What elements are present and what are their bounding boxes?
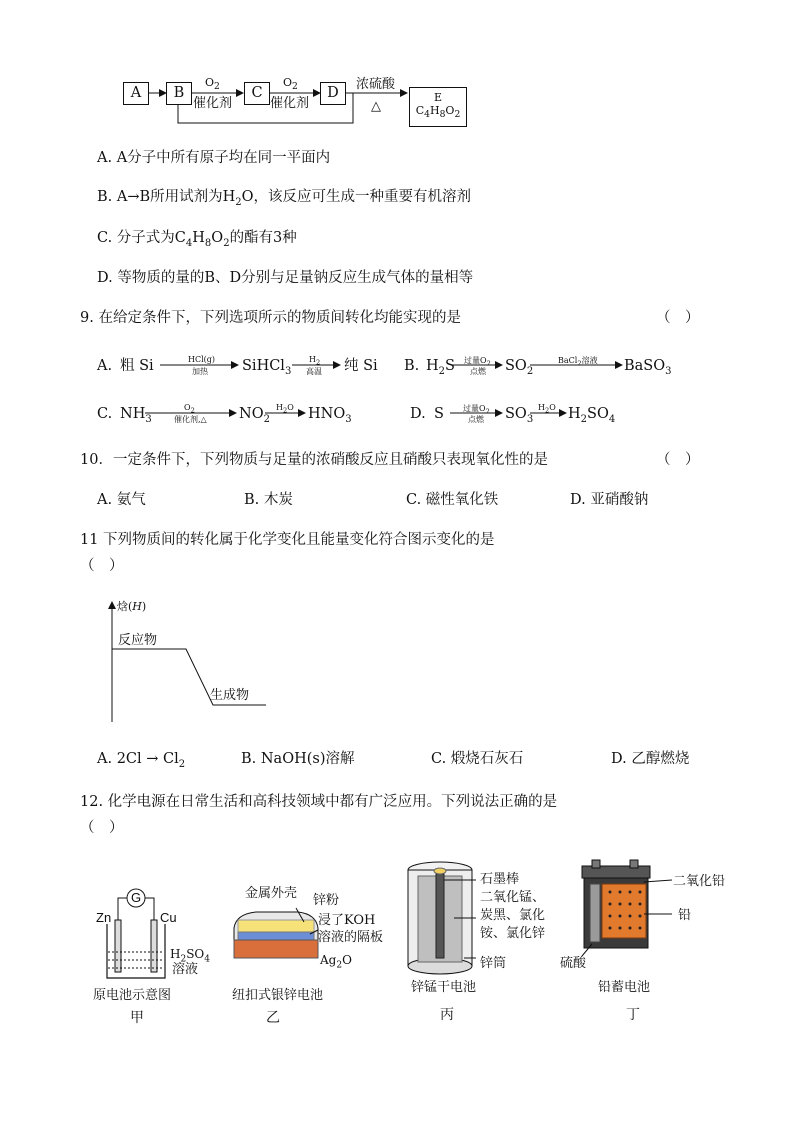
bing-caption: 锌锰干电池 <box>411 980 477 995</box>
q8-option-c: C. 分子式为$C_4H_8O_2$的酯有3种 <box>97 230 297 249</box>
q9-c-species-2: $NO_2$ <box>239 406 270 425</box>
yi-caption: 纽扣式银锌电池 <box>232 988 324 1003</box>
zinc-powder-layer <box>238 920 314 932</box>
enthalpy-diagram <box>80 592 300 732</box>
q9-a-species-3: 纯 Si <box>344 358 378 374</box>
bing-tag: 丙 <box>440 1007 454 1023</box>
reagent-o2-2: $O_2$ <box>283 76 298 93</box>
q9-d-label: D. <box>410 406 426 422</box>
q9-d-cond-2-top: $H_2O$ <box>538 403 556 415</box>
q8-option-d: D. 等物质的量的B、D分别与足量钠反应生成气体的量相等 <box>97 270 474 286</box>
catalyst-label-1: 催化剂 <box>193 96 233 111</box>
q10-bracket: （ ） <box>656 452 700 468</box>
ag2o-label: $Ag_2O$ <box>320 953 352 971</box>
compound-d-box: D <box>320 82 346 105</box>
q9-c-species-1: $NH_3$ <box>120 406 152 425</box>
q9-a-species-1: 粗 Si <box>120 358 154 374</box>
q8-option-a: A. A分子中所有原子均在同一平面内 <box>97 150 331 166</box>
q10-option-c: C. 磁性氧化铁 <box>406 492 499 508</box>
solution-label: 溶液 <box>172 962 199 977</box>
compound-c-box: C <box>244 82 270 105</box>
zn-label: Zn <box>96 910 112 925</box>
pb-plate <box>590 884 600 942</box>
compound-e-formula: $C_4H_8O_2$ <box>415 104 461 121</box>
enthalpy-axis-label: 焓(H) <box>117 600 147 613</box>
graphite-rod-label: 石墨棒 <box>480 872 520 887</box>
q9-a-label: A. <box>97 358 113 374</box>
zn-electrode <box>115 920 121 972</box>
q10-option-b: B. 木炭 <box>244 492 293 508</box>
q9-stem: 9. 在给定条件下，下列选项所示的物质间转化均能实现的是 <box>80 310 461 326</box>
paste-label-1: 二氧化锰、 <box>480 890 546 905</box>
reactant-label: 反应物 <box>118 633 158 648</box>
q11-option-c: C. 煅烧石灰石 <box>431 751 524 767</box>
q9-b-species-2: $SO_2$ <box>505 358 534 377</box>
zinc-can-label: 锌筒 <box>480 956 507 971</box>
q12-stem: 12. 化学电源在日常生活和高科技领域中都有广泛应用。下列说法正确的是 <box>80 794 558 810</box>
paste-label-2: 炭黑、氯化 <box>480 908 546 923</box>
q11-bracket: （ ） <box>80 558 124 574</box>
pbo2-label: 二氧化铅 <box>673 874 726 889</box>
flow-lines <box>0 0 794 140</box>
q8-option-b: B. A→B所用试剂为$H_2O$，该反应可生成一种重要有机溶剂 <box>97 189 472 208</box>
h2so4-label: $H_2SO_4$ <box>170 947 210 965</box>
button-cell-figure <box>226 900 326 980</box>
q9-a-cond-2-bottom: 高温 <box>306 367 322 376</box>
q9-a-cond-2-top: $H_2$ <box>309 355 321 367</box>
q9-a-cond-1-top: HCl(g) <box>188 355 216 364</box>
ding-caption: 铅蓄电池 <box>598 980 651 995</box>
reagent-o2-1: $O_2$ <box>205 76 220 93</box>
q9-d-species-1: S <box>434 406 444 422</box>
ag2o-layer <box>234 940 318 958</box>
compound-b-box: B <box>166 82 192 105</box>
q9-b-species-1: $H_2S$ <box>426 358 455 377</box>
yi-tag: 乙 <box>266 1010 280 1026</box>
q11-option-b: B. NaOH(s)溶解 <box>241 751 355 767</box>
compound-a-box: A <box>123 82 149 105</box>
q9-b-cond-2-top: BaCl$_2$溶液 <box>558 356 598 368</box>
q9-c-cond-1-bottom: 催化剂,△ <box>174 415 207 424</box>
q9-b-species-3: BaSO$_3$ <box>624 358 672 377</box>
jia-caption: 原电池示意图 <box>93 988 172 1003</box>
q9-c-label: C. <box>97 406 113 422</box>
heat-symbol: △ <box>371 99 381 114</box>
conc-sulfuric-acid-label: 浓硫酸 <box>356 77 396 92</box>
q9-a-cond-1-bottom: 加热 <box>192 367 208 376</box>
separator-label-2: 溶液的隔板 <box>318 930 384 945</box>
q10-option-d: D. 亚硝酸钠 <box>570 492 649 508</box>
lead-acid-battery-figure <box>578 858 678 958</box>
ding-tag: 丁 <box>626 1007 640 1023</box>
q9-d-species-2: $SO_3$ <box>505 406 534 425</box>
q9-d-species-3: $H_2SO_4$ <box>568 406 616 425</box>
q9-c-species-3: $HNO_3$ <box>308 406 352 425</box>
q12-bracket: （ ） <box>80 820 124 836</box>
cu-label: Cu <box>160 910 177 925</box>
galvanometer-label: G <box>131 890 142 905</box>
shell-label: 金属外壳 <box>245 886 298 901</box>
q11-stem: 11 下列物质间的转化属于化学变化且能量变化符合图示变化的是 <box>80 532 495 548</box>
q11-option-d: D. 乙醇燃烧 <box>611 751 690 767</box>
q9-a-species-2: SiHCl$_3$ <box>242 358 292 377</box>
compound-e-box <box>409 87 467 127</box>
jia-tag: 甲 <box>130 1010 144 1026</box>
separator-label-1: 浸了KOH <box>318 913 376 928</box>
product-label: 生成物 <box>210 688 250 703</box>
graphite-rod <box>436 874 444 958</box>
q11-option-a: A. $2Cl \to Cl_2$ <box>97 751 186 770</box>
q9-d-cond-1-bottom: 点燃 <box>468 415 484 424</box>
sulfuric-acid-label: 硫酸 <box>560 956 587 971</box>
q9-b-cond-1-bottom: 点燃 <box>470 367 486 376</box>
catalyst-label-2: 催化剂 <box>270 96 310 111</box>
dry-cell-figure <box>404 858 484 978</box>
cu-electrode <box>151 920 157 972</box>
separator-layer <box>238 932 314 940</box>
q10-stem: 10．一定条件下，下列物质与足量的浓硝酸反应且硝酸只表现氧化性的是 <box>80 452 548 468</box>
q9-bracket: （ ） <box>656 310 700 326</box>
q9-c-cond-1-top: $O_2$ <box>184 403 195 415</box>
q9-c-cond-2-top: $H_2O$ <box>276 403 294 415</box>
compound-e-label: E <box>433 91 443 104</box>
q10-option-a: A. 氨气 <box>97 492 146 508</box>
q9-d-cond-1-top: 过量$O_2$ <box>463 404 490 416</box>
q9-b-cond-1-top: 过量$O_2$ <box>464 356 491 368</box>
q9-b-label: B. <box>404 358 420 374</box>
pb-label: 铅 <box>678 908 692 923</box>
zinc-powder-label: 锌粉 <box>313 893 340 908</box>
paste-label-3: 铵、氯化锌 <box>480 926 546 941</box>
